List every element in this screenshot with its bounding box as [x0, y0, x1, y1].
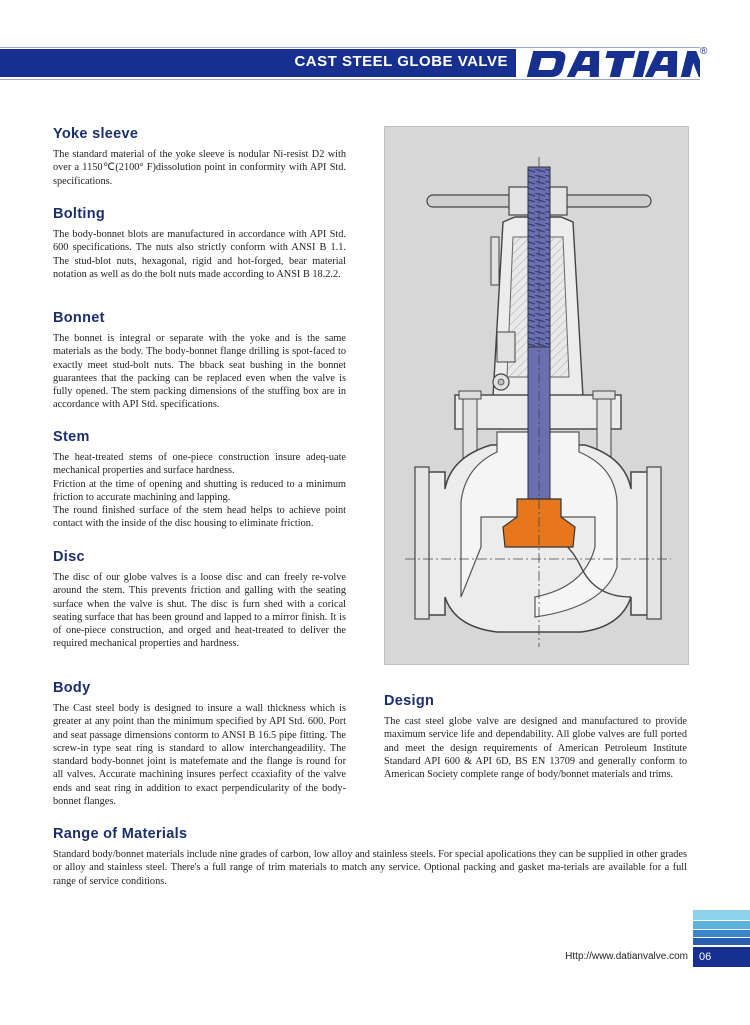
section-stem	[53, 429, 346, 531]
section-disc	[53, 549, 346, 651]
globe-valve-cross-section-icon	[385, 127, 688, 664]
registered-mark: ®	[700, 46, 708, 57]
section-text: The cast steel globe valve are designed and manufactured to provide maximum service life and dependability. All globe valves are full ported and meet the design requirements of American Petroleum Institute Standard API 600 & API 6D, BS EN 13709 and generally conform to American Society complete range of body/bonnet materials and trims.	[384, 716, 687, 781]
page-title: CAST STEEL GLOBE VALVE	[294, 53, 508, 70]
section-text: The disc of our globe valves is a loose disc and can freely re-volve around the stem. This prevents friction and galling with the seating surface when the valve is shut. The disc is furn shed with a corical seating surface that has been ground and lapped to a mirror finish. It is of one-piece construction, and orged and heat-treated to deliver the required mechanical properties and hardness.	[53, 572, 346, 650]
section-heading: Yoke sleeve	[53, 126, 139, 142]
section-heading: Design	[384, 693, 435, 709]
section-text: Friction at the time of opening and shutting is reduced to a minimum friction to accurate machining and lapping.	[53, 478, 346, 503]
datian-logo	[522, 48, 700, 80]
page-number: 06	[693, 947, 750, 967]
section-text: The body-bonnet blots are manufactured in accordance with API Std. 600 specifications. The nuts also strictly conform with ANSI B 1.1. The stud-blot nuts, hexagonal, rigid and hot-forged, bear material notation as well as do the bolt nuts made according to ANSI B 18.2.2.	[53, 229, 346, 280]
valve-drawing-panel	[384, 126, 689, 665]
section-text: The bonnet is integral or separate with the yoke and is the same materials as the body. The body-bonnet flange drilling is spot-faced to exactly meet stud-bolt nuts. The bback seat bushing in the bonnet guarantees that the packing can be replaced even when the valve is fully opened. The stem packing dimensions of the stuffing box are in accordance with API Std. specifications.	[53, 333, 346, 411]
section-heading: Stem	[53, 429, 90, 445]
section-text: The round finished surface of the stem head helps to achieve point contact with the inside of the disc housing to eliminate friction.	[53, 505, 346, 530]
section-heading: Disc	[53, 549, 85, 565]
section-design	[384, 693, 687, 781]
section-heading: Range of Materials	[53, 826, 188, 842]
section-text: The Cast steel body is designed to insure a wall thickness which is greater at any point than the minimum specified by API Std. 600. Port and seat passage dimensions contorm to ANSI B 16.5 pipe fitting. The screw-in type seat ring is standard to allow interchangeadility. The standard body-bonnet joint is matefemate and the flange is round for all valves. Accurate machining insures perfect ccaxiafity of the valve ends and seat ring in addition to exact perpendicularity of the body-bonnet flanges.	[53, 703, 346, 808]
section-bonnet	[53, 310, 346, 412]
datian-logo-icon	[527, 51, 700, 77]
section-heading: Body	[53, 680, 91, 696]
section-heading: Bonnet	[53, 310, 105, 326]
section-text: Standard body/bonnet materials include nine grades of carbon, low alloy and stainless steels. For special apolications they can be supplied in other grades or alloy and stainless steel. There's a full range of trim materials to match any service. Optional packing and gasket ma-terials are available for a full range of service conditions.	[53, 849, 687, 887]
footer-stripe	[693, 930, 750, 937]
footer-stripe	[693, 921, 750, 929]
section-text: The heat-treated stems of one-piece construction insure adeq-uate mechanical properties and surface hardness.	[53, 452, 346, 477]
footer-stripe	[693, 938, 750, 945]
header-band	[0, 49, 516, 77]
section-range-of-materials	[53, 826, 687, 888]
section-heading: Bolting	[53, 206, 106, 222]
section-bolting	[53, 206, 346, 281]
footer-stripe	[693, 910, 750, 920]
section-body	[53, 680, 346, 808]
section-text: The standard material of the yoke sleeve is nodular Ni-resist D2 with over a 1150℃(2100° F)dissolution point in conformity with API Std. specifications.	[53, 149, 346, 187]
section-yoke-sleeve	[53, 126, 346, 188]
footer-url-link[interactable]: Http://www.datianvalve.com	[565, 951, 688, 962]
